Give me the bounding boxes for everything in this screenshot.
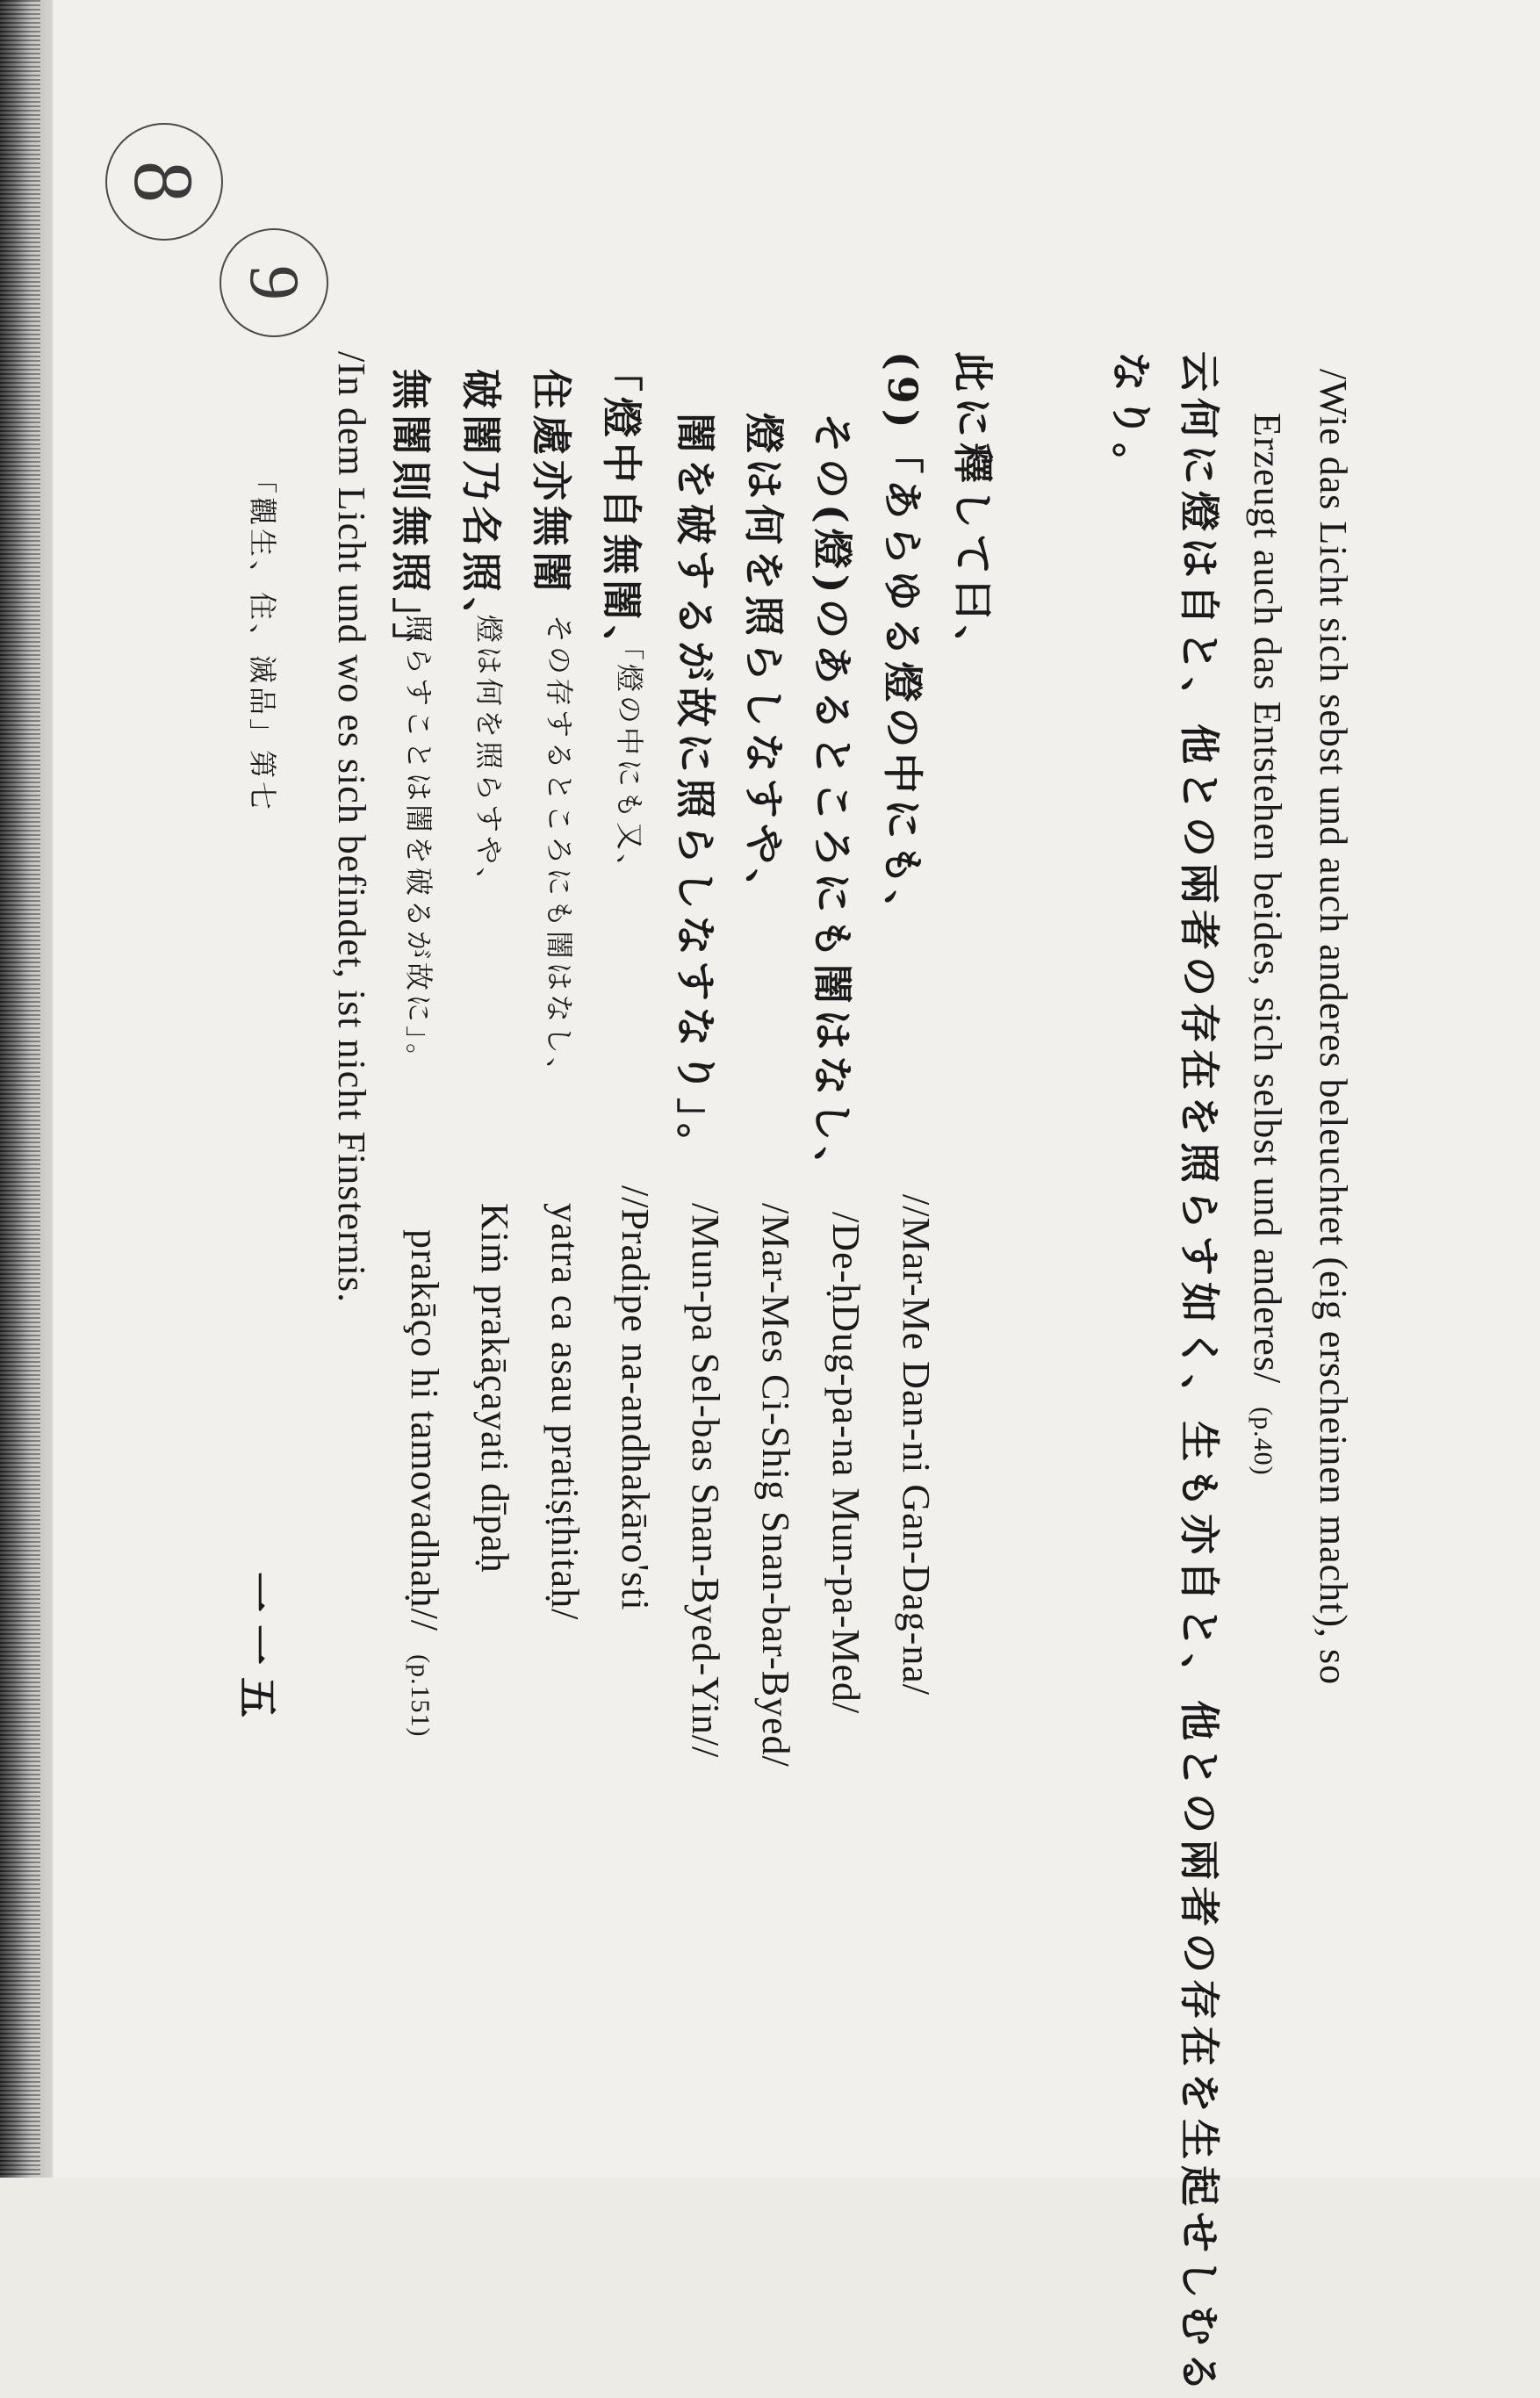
german-line-2: [1245, 413, 1290, 1476]
sanskrit-line-1: //Pradipe na-andhakāro'sti: [614, 1185, 657, 1611]
chinese-verse-1: 「燈中自無闇、: [598, 351, 645, 671]
german-line-3: /In dem Licht und wo es sich befindet, ist nicht Finsternis.: [330, 351, 373, 1304]
tibetan-line-1: //Mar-Me Dan-ni Gan-Dag-na/: [895, 1194, 938, 1696]
sanskrit-line-4: [402, 1229, 447, 1737]
tibetan-line-2: /De-ḥDug-pa-na Mun-pa-Med/: [824, 1212, 867, 1715]
gloss-line-2: その存するところにも闇はなし、: [543, 615, 576, 1090]
sanskrit-line-2: yatra ca asau pratiṣṭhitaḥ/: [543, 1203, 586, 1621]
tibetan-line-3: /Mar-Mes Ci-Shig Snan-bar-Byed/: [754, 1203, 797, 1768]
german-line-2-text: Erzeugt auch das Entstehen beides, sich selbst und anderes/: [1246, 413, 1289, 1385]
gloss-line-1: 「燈の中にも又、: [613, 632, 646, 886]
mark-8-text: 8: [117, 161, 212, 203]
chinese-verse-2: 住處亦無闇: [528, 369, 575, 597]
gloss-line-4: 照らすことは闇を破るが故に」。: [402, 615, 435, 1076]
japanese-line-2: なり。: [1107, 351, 1155, 488]
chinese-verse-4: 無闇則無照」」: [387, 369, 435, 668]
chinese-verse-3: 破闇乃名照、: [457, 369, 505, 643]
verse-line-3: 燈は何を照らしなすや、: [740, 413, 788, 915]
mark-9-text: 9: [235, 265, 313, 300]
tibetan-line-4: /Mun-pa Sel-bas Snan-Byed-Yin//: [684, 1203, 727, 1759]
page-reference-2: (p.151): [406, 1653, 435, 1738]
running-footer-title: 「觀生、住、滅品」第七: [246, 465, 279, 814]
german-line-1: /Wie das Licht sich sebst und auch anderes beleuchtet (eig erscheinen macht), so: [1312, 369, 1355, 1686]
verse-line-2: その(燈)のあるところにも闇はなし、: [809, 413, 856, 1192]
verse-line-4: 闇を破するが故に照らしなすなり」。: [672, 413, 719, 1169]
sanskrit-line-4-text: prakāço hi tamovadhaḥ//: [403, 1229, 446, 1631]
page-reference: (p.40): [1249, 1407, 1277, 1476]
verse-line-1: (9)「あらゆる燈の中にも、: [879, 351, 926, 936]
handwritten-circle-mark-9: [219, 228, 328, 337]
commentary-heading: 此に釋して曰、: [949, 351, 997, 671]
japanese-line-1: 云何に燈は自と、他との兩者の存在を照らす如く、生も亦自と、他との兩者の存在を生起せしむる: [1176, 351, 1223, 2398]
sanskrit-line-3: Kiṁ prakāçayati dīpaḥ: [473, 1203, 516, 1573]
gloss-line-3: 燈は何を照らすや、: [472, 615, 506, 899]
page-number: 一一五: [234, 1572, 281, 1730]
handwritten-circle-mark-8: [105, 123, 223, 241]
